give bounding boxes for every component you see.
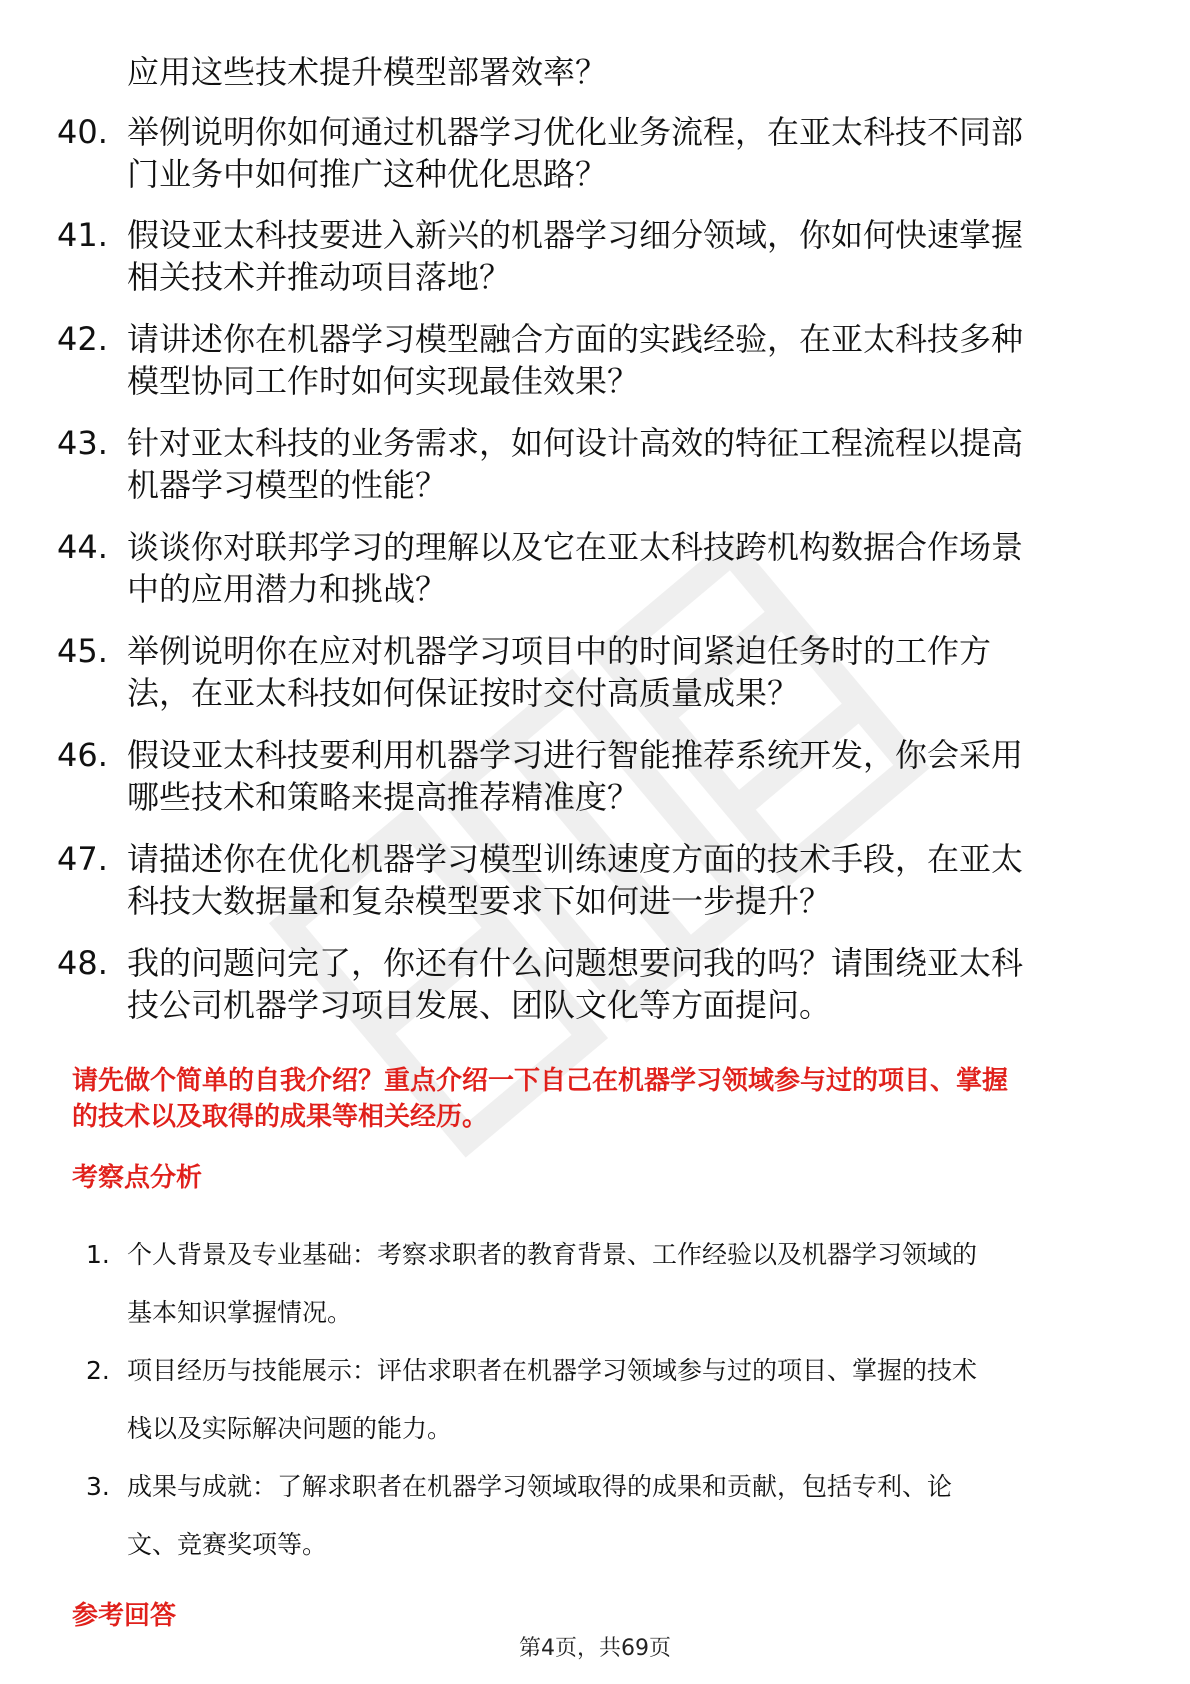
analysis-text: 成果与成就：了解求职者在机器学习领域取得的成果和贡献，包括专利、论 文、竞赛奖项等。: [127, 1472, 953, 1559]
question-number: 41.: [57, 216, 108, 254]
analysis-number: 1.: [86, 1240, 110, 1269]
question-number: 40.: [57, 113, 108, 151]
question-text: 举例说明你如何通过机器学习优化业务流程，在亚太科技不同部 门业务中如何推广这种优化思路？: [127, 113, 1024, 193]
question-number: 43.: [57, 424, 108, 462]
question-text: 假设亚太科技要进入新兴的机器学习细分领域，你如何快速掌握 相关技术并推动项目落地？: [127, 216, 1024, 296]
analysis-text: 个人背景及专业基础：考察求职者的教育背景、工作经验以及机器学习领域的 基本知识掌握情况。: [127, 1240, 978, 1327]
question-number: 44.: [57, 528, 108, 566]
highlight-question: 请先做个简单的自我介绍？重点介绍一下自己在机器学习领域参与过的项目、掌握 的技术以及取得的成果等相关经历。: [72, 1066, 1009, 1132]
question-continuation: 应用这些技术提升模型部署效率？: [127, 53, 608, 91]
question-text: 举例说明你在应对机器学习项目中的时间紧迫任务时的工作方 法，在亚太科技如何保证按时交付高质量成果？: [127, 632, 992, 712]
page-footer: 第4页，共69页: [519, 1636, 671, 1661]
analysis-number: 2.: [86, 1356, 110, 1385]
analysis-text: 项目经历与技能展示：评估求职者在机器学习领域参与过的项目、掌握的技术 栈以及实际解决问题的能力。: [127, 1356, 978, 1443]
question-number: 46.: [57, 736, 108, 774]
question-number: 48.: [57, 944, 108, 982]
question-text: 假设亚太科技要利用机器学习进行智能推荐系统开发，你会采用 哪些技术和策略来提高推荐精准度？: [127, 736, 1024, 816]
analysis-number: 3.: [86, 1472, 110, 1501]
reference-answer-title: 参考回答: [72, 1601, 177, 1631]
question-text: 请讲述你在机器学习模型融合方面的实践经验，在亚太科技多种 模型协同工作时如何实现最佳效果？: [127, 320, 1024, 400]
question-number: 47.: [57, 840, 108, 878]
analysis-title: 考察点分析: [72, 1163, 203, 1193]
question-number: 45.: [57, 632, 108, 670]
question-text: 我的问题问完了，你还有什么问题想要问我的吗？请围绕亚太科 技公司机器学习项目发展、团队文化等方面提问。: [127, 944, 1024, 1024]
question-number: 42.: [57, 320, 108, 358]
question-text: 谈谈你对联邦学习的理解以及它在亚太科技跨机构数据合作场景 中的应用潜力和挑战？: [127, 528, 1024, 608]
question-text: 请描述你在优化机器学习模型训练速度方面的技术手段，在亚太 科技大数据量和复杂模型要求下如何进一步提升？: [127, 840, 1024, 920]
question-text: 针对亚太科技的业务需求，如何设计高效的特征工程流程以提高 机器学习模型的性能？: [127, 424, 1024, 504]
